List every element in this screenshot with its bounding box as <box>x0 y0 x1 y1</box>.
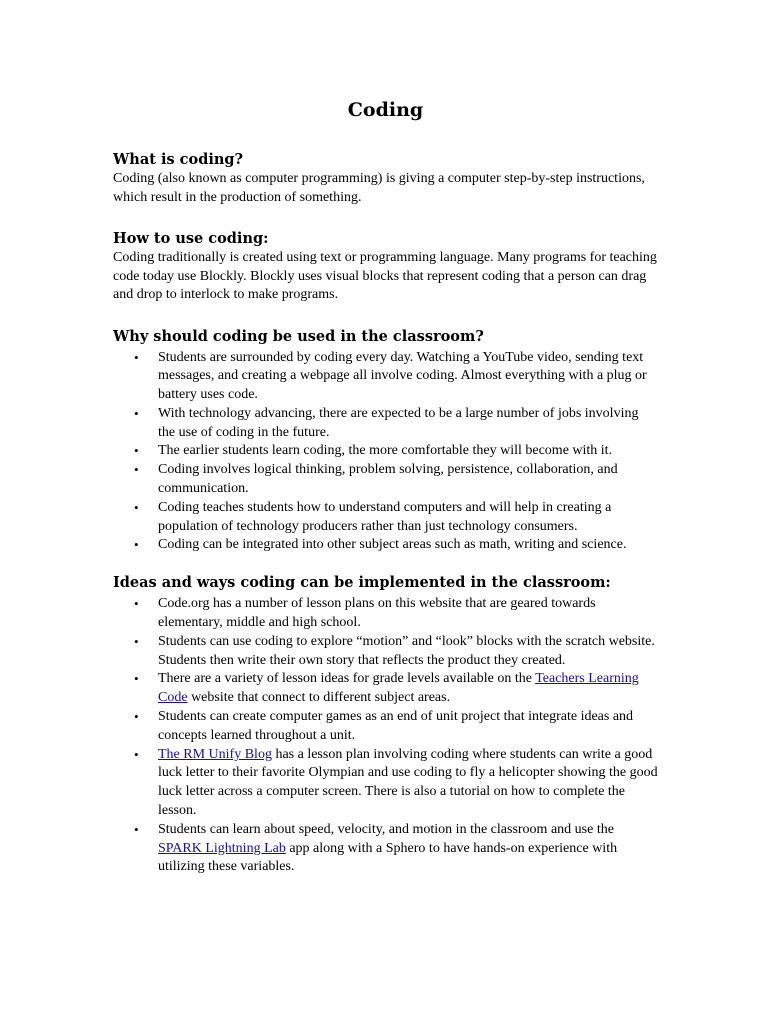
list-item-text-before: Students can learn about speed, velocity, and motion in the classroom and use the <box>158 821 614 837</box>
list-item <box>113 349 658 405</box>
list-item <box>113 536 658 555</box>
list-item-text: Students can use coding to explore “motion” and “look” blocks with the scratch website. Students then write their own story that reflects the product they created. <box>158 633 655 668</box>
list-item <box>113 821 658 877</box>
list-item-text-before: There are a variety of lesson ideas for grade levels available on the <box>158 671 536 687</box>
list-item <box>113 442 658 461</box>
bullet-icon: • <box>134 709 139 725</box>
section-why-coding <box>113 327 658 556</box>
section-heading: What is coding? <box>113 151 244 168</box>
list-item <box>113 633 658 671</box>
list-item <box>113 746 658 821</box>
bullet-icon: • <box>134 499 139 515</box>
list-item-text-after: app along with a Sphero to have hands-on experience with utilizing these variables. <box>158 840 618 875</box>
list-item-text: The earlier students learn coding, the more comfortable they will become with it. <box>158 443 613 459</box>
ideas-list <box>113 595 658 877</box>
section-paragraph: Coding traditionally is created using text or programming language. Many programs for teaching code today use Blockly. Blockly uses visual blocks that represent coding that a person can drag and drop to interlock to make programs. <box>113 250 657 302</box>
list-item-text: Students are surrounded by coding every day. Watching a YouTube video, sending text messages, and creating a webpage all involve coding. Almost everything with a plug or battery uses code. <box>158 349 647 403</box>
list-item <box>113 595 658 633</box>
list-item <box>113 405 658 443</box>
section-what-is-coding <box>113 150 658 207</box>
rm-unify-blog-link[interactable]: The RM Unify Blog <box>158 746 272 762</box>
list-item <box>113 670 658 708</box>
bullet-icon: • <box>134 405 139 421</box>
bullet-icon: • <box>134 443 139 459</box>
document-title: Coding <box>347 99 424 121</box>
bullet-icon: • <box>134 821 139 837</box>
bullet-icon: • <box>134 596 139 612</box>
list-item <box>113 461 658 499</box>
bullet-icon: • <box>134 349 139 365</box>
list-item-text: Code.org has a number of lesson plans on this website that are geared towards elementary, middle and high school. <box>158 596 596 631</box>
list-item <box>113 499 658 537</box>
why-list <box>113 349 658 556</box>
spark-lightning-lab-link[interactable]: SPARK Lightning Lab <box>158 840 286 856</box>
bullet-icon: • <box>134 537 139 553</box>
list-item-text: Coding teaches students how to understand computers and will help in creating a population of technology producers rather than just technology consumers. <box>158 499 612 534</box>
list-item-text: With technology advancing, there are expected to be a large number of jobs involving the use of coding in the future. <box>158 405 639 440</box>
bullet-icon: • <box>134 633 139 649</box>
section-paragraph: Coding (also known as computer programming) is giving a computer step-by-step instructions, which result in the production of something. <box>113 171 645 205</box>
section-heading: Ideas and ways coding can be implemented in the classroom: <box>113 574 611 592</box>
section-ideas <box>113 573 658 877</box>
section-how-to-use-coding <box>113 229 658 305</box>
list-item-text-after: has a lesson plan involving coding where students can write a good luck letter to their favorite Olympian and use coding to fly a helicopter showing the good luck letter across a computer screen. There is also a tutorial on how to complete the lesson. <box>158 746 658 819</box>
bullet-icon: • <box>134 462 139 478</box>
bullet-icon: • <box>134 746 139 762</box>
document-page <box>113 97 658 895</box>
list-item-text: Coding can be integrated into other subject areas such as math, writing and science. <box>158 537 627 553</box>
section-heading: How to use coding: <box>113 230 269 247</box>
list-item-text: Students can create computer games as an end of unit project that integrate ideas and concepts learned throughout a unit. <box>158 709 634 743</box>
section-heading: Why should coding be used in the classroom? <box>113 327 484 345</box>
list-item-text-after: website that connect to different subject areas. <box>187 690 451 706</box>
bullet-icon: • <box>134 671 139 687</box>
teachers-learning-code-link[interactable]: Teachers Learning Code <box>158 671 639 706</box>
list-item-text: Coding involves logical thinking, problem solving, persistence, collaboration, and communication. <box>158 462 618 497</box>
list-item <box>113 708 658 746</box>
